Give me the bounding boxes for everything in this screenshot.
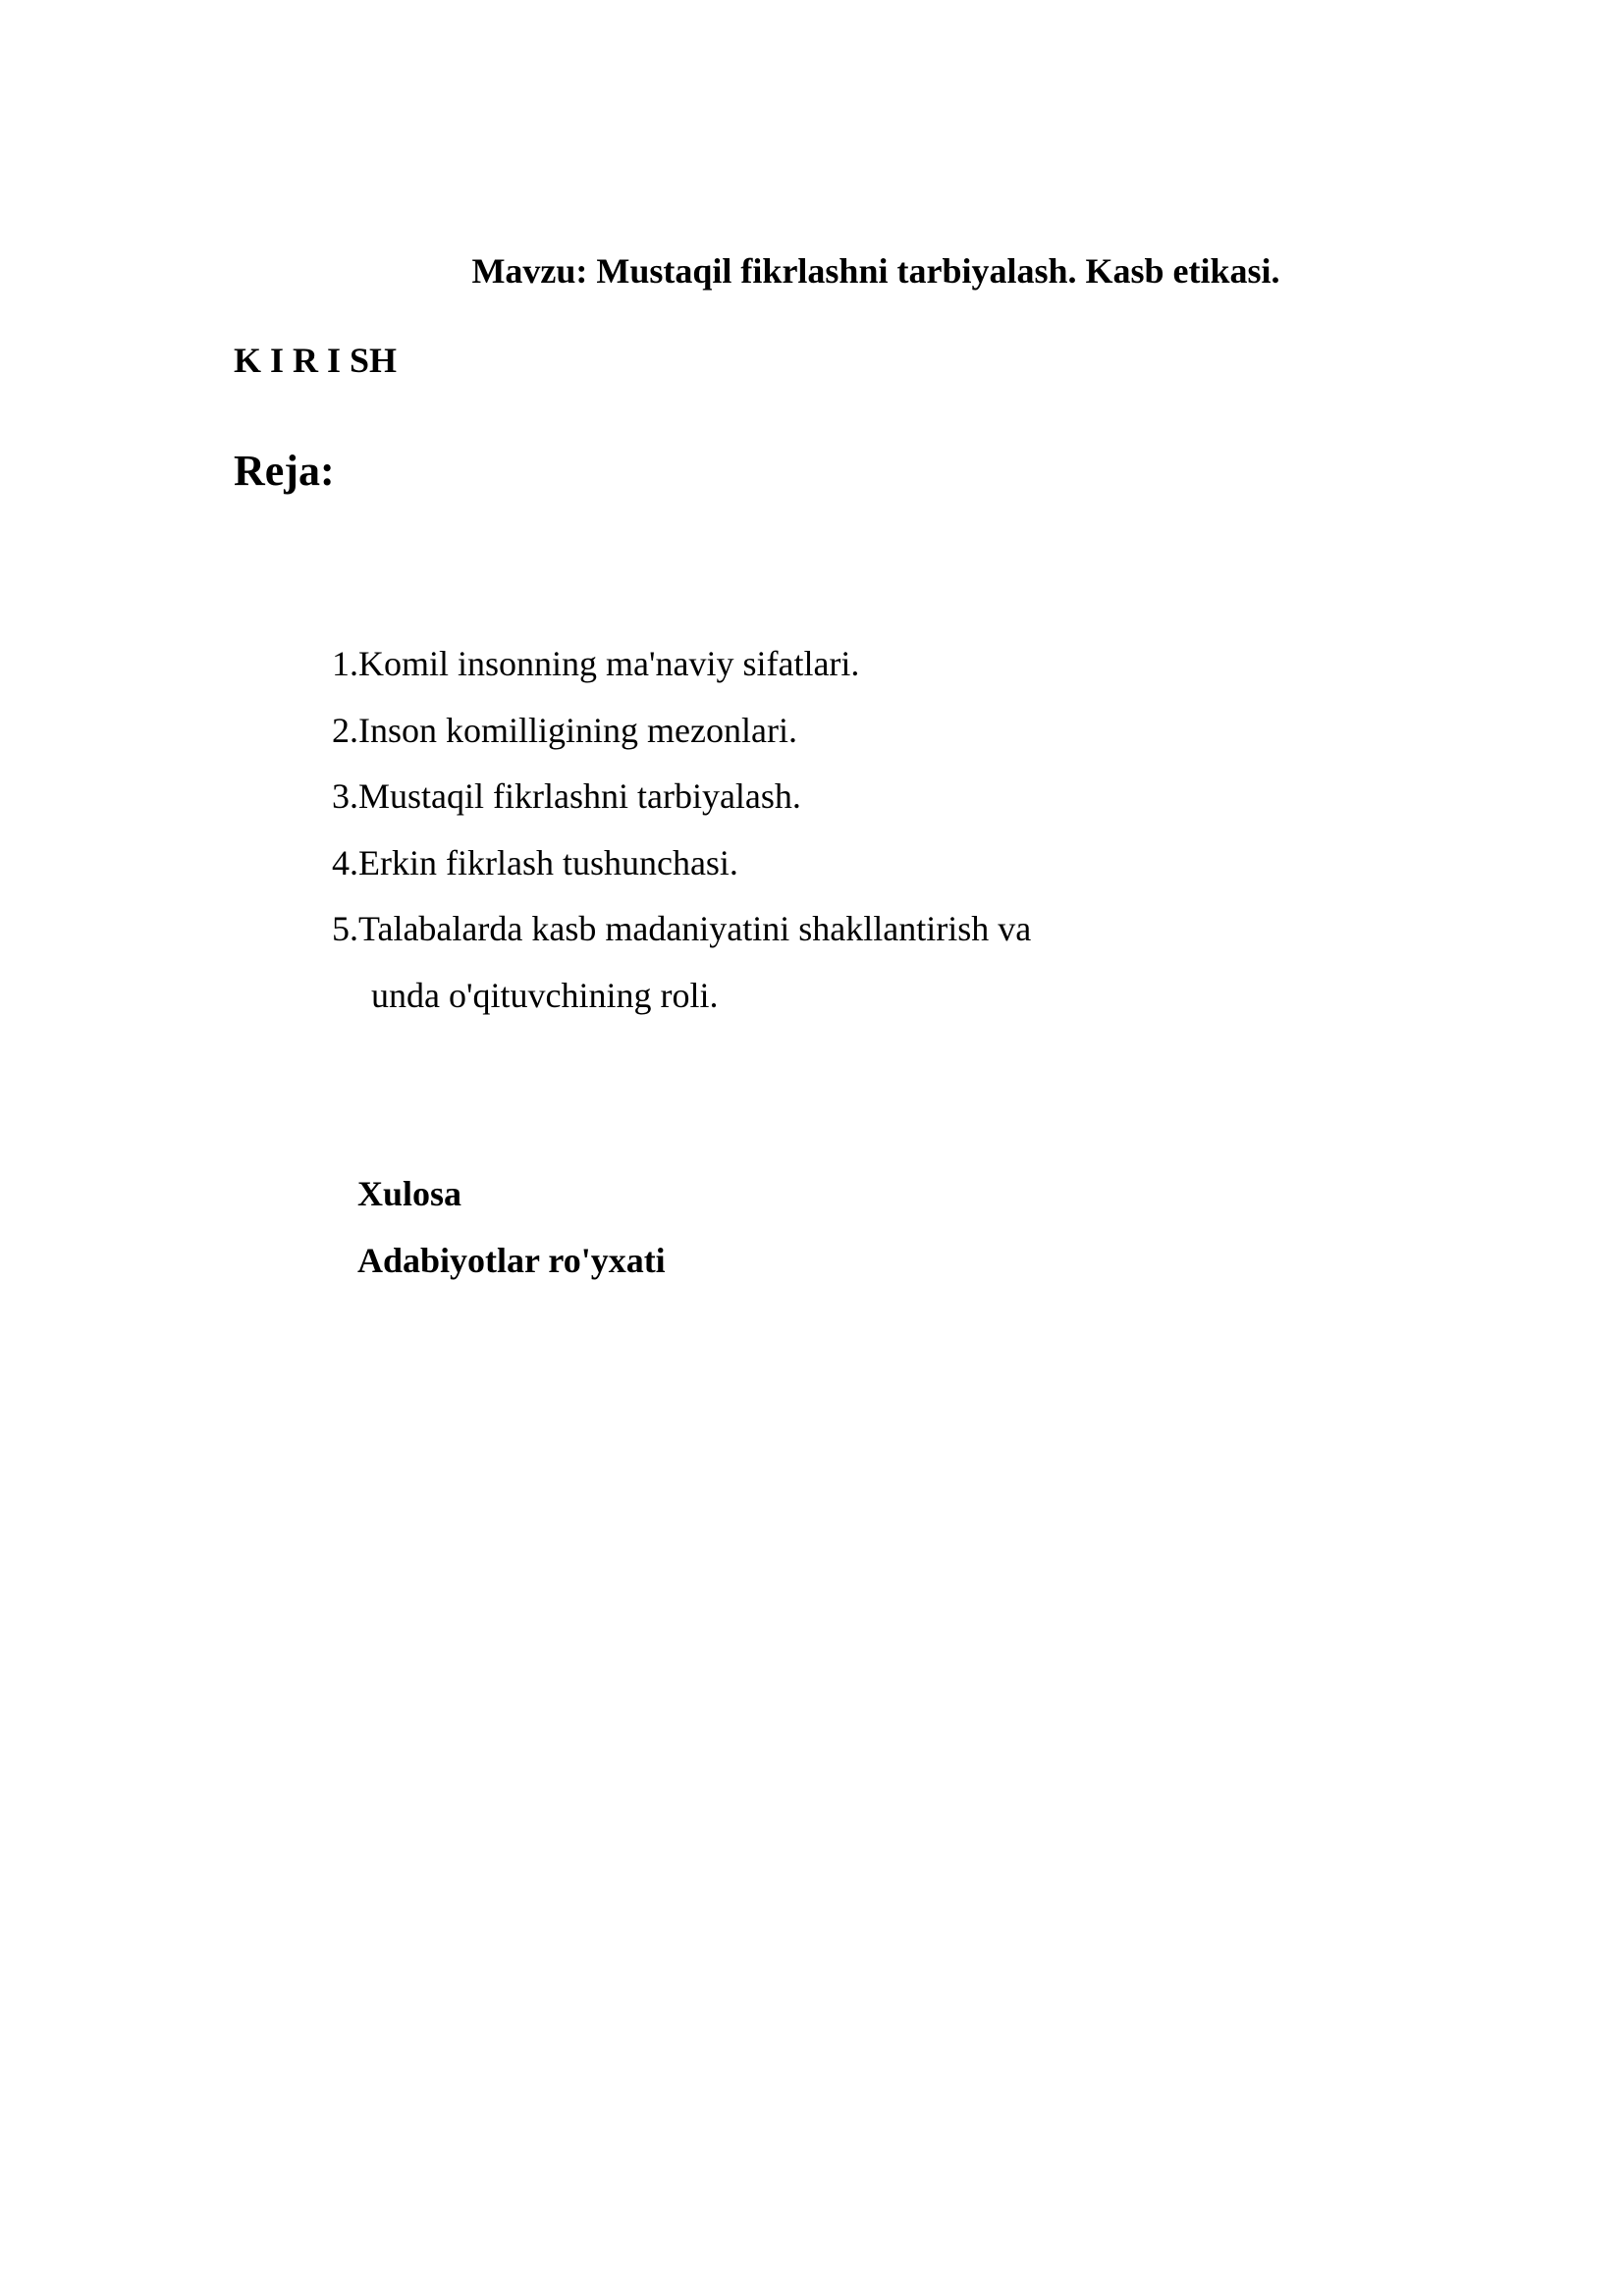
closing-sections — [357, 1161, 666, 1294]
plan-item-4: 4.Erkin fikrlash tushunchasi. — [332, 842, 738, 882]
document-title: Mavzu: Mustaqil fikrlashni tarbiyalash. Kasb etikasi. — [471, 251, 1280, 291]
conclusion-heading: Xulosa — [357, 1174, 462, 1213]
plan-item-2: 2.Inson komilligining mezonlari. — [332, 710, 797, 750]
plan-item-5-continuation: unda o'qituvchining roli. — [371, 975, 719, 1015]
plan-item-1: 1.Komil insonning ma'naviy sifatlari. — [332, 644, 860, 683]
intro-heading: K I R I SH — [234, 341, 398, 380]
plan-item-3: 3.Mustaqil fikrlashni tarbiyalash. — [332, 776, 801, 816]
references-heading: Adabiyotlar ro'yxati — [357, 1240, 666, 1280]
plan-item-5 — [332, 896, 1031, 1029]
plan-list — [332, 631, 1031, 1029]
plan-heading: Reja: — [234, 447, 335, 495]
plan-item-5-text: 5.Talabalarda kasb madaniyatini shakllantirish va — [332, 909, 1032, 948]
